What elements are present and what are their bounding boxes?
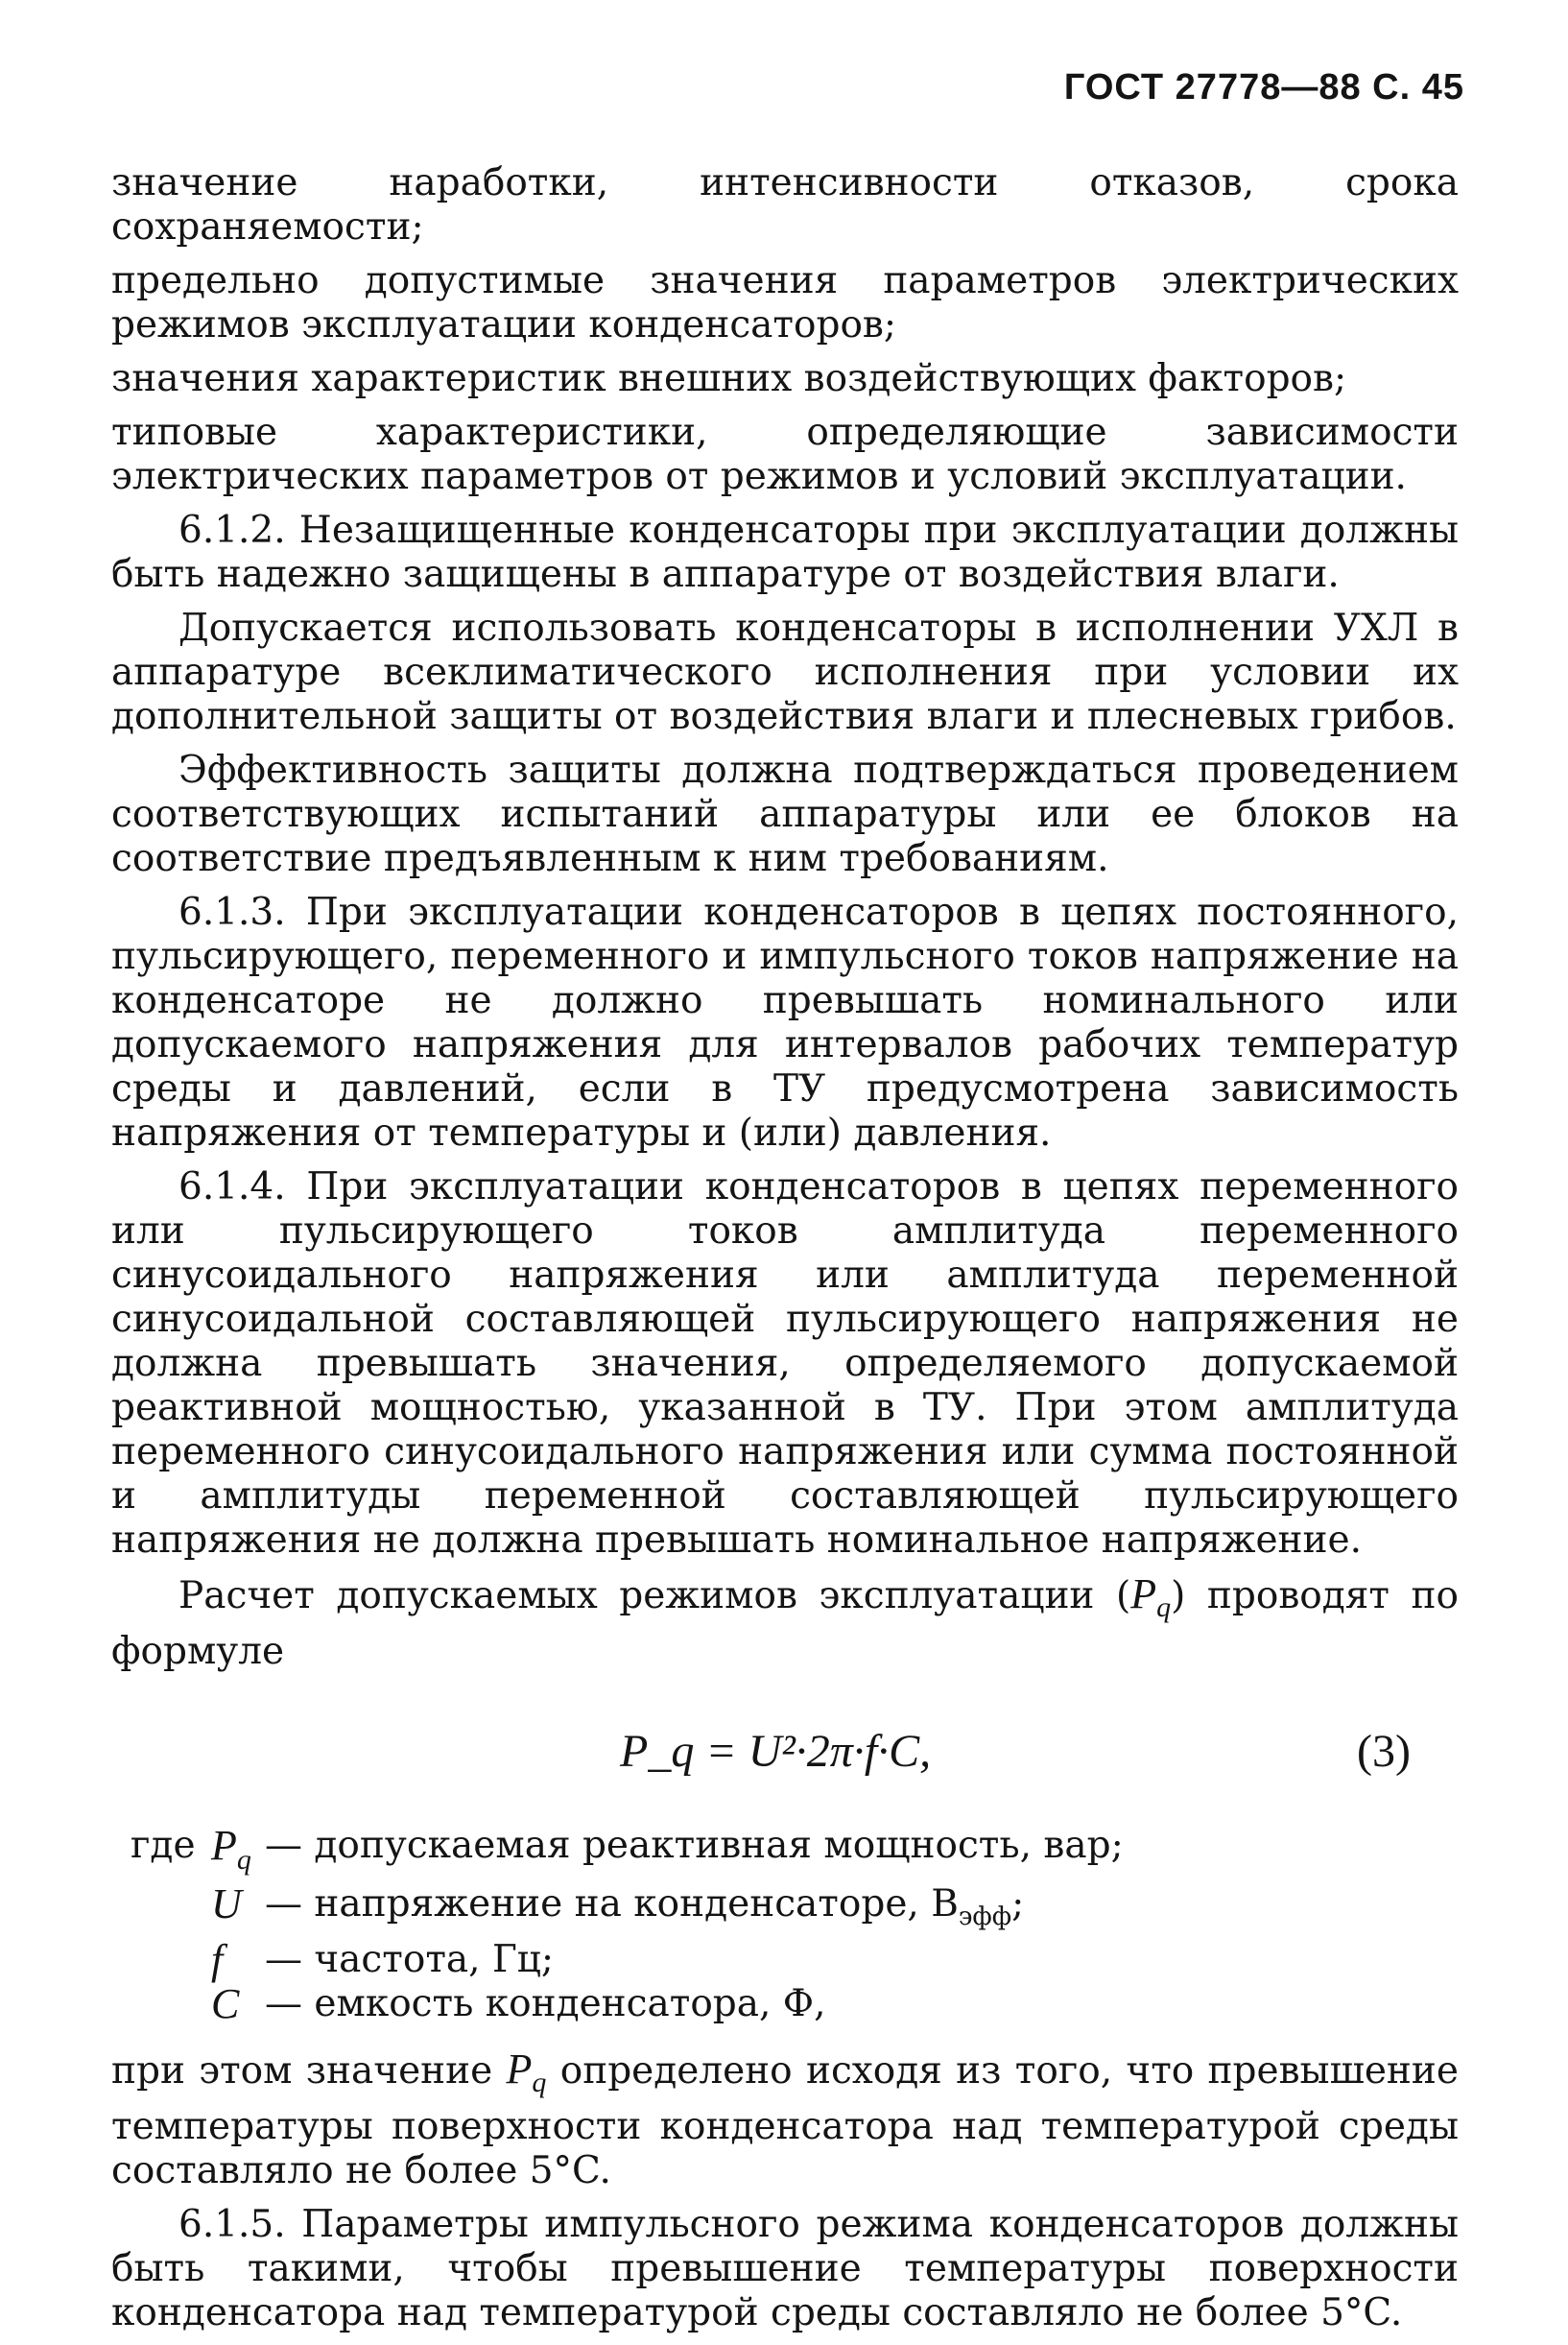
paragraph-6-1-3: 6.1.3. При эксплуатации конденсаторов в цепях постоянного, пульсирующего, переменного и импульсного токов напряжение на конденсаторе не должно превышать номинального или допускаемого напряжения для интервалов рабочих температур среды и давлений, если в ТУ предусмотрена зависимость напряжения от температуры и (или) давления. bbox=[111, 891, 1459, 1155]
where-symbol: C bbox=[211, 1980, 240, 2028]
calc-intro-subscript: q bbox=[1156, 1591, 1172, 1623]
where-symbol: f bbox=[211, 1936, 224, 1984]
paragraph-calc-intro bbox=[111, 1572, 1459, 1674]
calc-intro-before: Расчет допускаемых режимов эксплуатации ( bbox=[178, 1574, 1131, 1617]
where-symbol: U bbox=[211, 1879, 242, 1927]
formula: P_q = U²·2π·f·C, bbox=[620, 1725, 932, 1777]
where-row bbox=[111, 1879, 1459, 1939]
document-body bbox=[111, 161, 1459, 2345]
page-header: ГОСТ 27778—88 С. 45 bbox=[1063, 67, 1464, 108]
formula-row bbox=[111, 1691, 1459, 1816]
paragraph-2: предельно допустимые значения параметров электрических режимов эксплуатации конденсаторов; bbox=[111, 259, 1459, 347]
paragraph-1: значение наработки, интенсивности отказов, срока сохраняемости; bbox=[111, 161, 1459, 249]
where-row bbox=[111, 1938, 1459, 1982]
where-list bbox=[111, 1821, 1459, 2028]
paragraph-after-where: при этом значение $P_q$ определено исходя из того, что превышение температуры поверхности конденсатора над температурой среды составляло не более 5°C. bbox=[111, 2046, 1459, 2193]
where-row bbox=[111, 1982, 1459, 2026]
where-text: — емкость конденсатора, Ф, bbox=[265, 1982, 826, 2026]
where-symbol: $P_q$ bbox=[211, 1821, 251, 1876]
paragraph-6-1-4: 6.1.4. При эксплуатации конденсаторов в цепях переменного или пульсирующего токов амплитуда переменного синусоидального напряжения или амплитуда переменной синусоидальной составляющей пульсирующего напряжения не должна превышать значения, определяемого допускаемой реактивной мощностью, указанной в ТУ. При этом амплитуда переменного синусоидального напряжения или сумма постоянной и амплитуды переменной составляющей пульсирующего напряжения не должна превышать номинальное напряжение. bbox=[111, 1165, 1459, 1562]
paragraph-uhl: Допускается использовать конденсаторы в исполнении УХЛ в аппаратуре всеклиматического исполнения при условии их дополнительной защиты от воздействия влаги и плесневых грибов. bbox=[111, 607, 1459, 738]
where-row bbox=[111, 1821, 1459, 1882]
calc-intro-symbol: P bbox=[1130, 1570, 1157, 1617]
paragraph-6-1-2: 6.1.2. Незащищенные конденсаторы при эксплуатации должны быть надежно защищены в аппаратуре от воздействия влаги. bbox=[111, 509, 1459, 596]
where-text: — частота, Гц; bbox=[265, 1938, 554, 1982]
paragraph-6-1-5: 6.1.5. Параметры импульсного режима конденсаторов должны быть такими, чтобы превышение температуры поверхности конденсатора над температурой среды составляло не более 5°C. bbox=[111, 2203, 1459, 2335]
where-text: — допускаемая реактивная мощность, вар; bbox=[265, 1823, 1124, 1867]
paragraph-3: значения характеристик внешних воздействующих факторов; bbox=[111, 357, 1347, 400]
where-text: — напряжение на конденсаторе, $В_{эфф}$; bbox=[265, 1881, 1025, 1931]
calc-intro-after: ) проводят по формуле bbox=[111, 1574, 1459, 1673]
formula-number: (3) bbox=[1357, 1725, 1411, 1777]
where-lead: где bbox=[131, 1823, 196, 1867]
paragraph-4: типовые характеристики, определяющие зависимости электрических параметров от режимов и условий эксплуатации. bbox=[111, 411, 1459, 498]
paragraph-efficiency: Эффективность защиты должна подтверждаться проведением соответствующих испытаний аппаратуры или ее блоков на соответствие предъявленным к ним требованиям. bbox=[111, 749, 1459, 880]
